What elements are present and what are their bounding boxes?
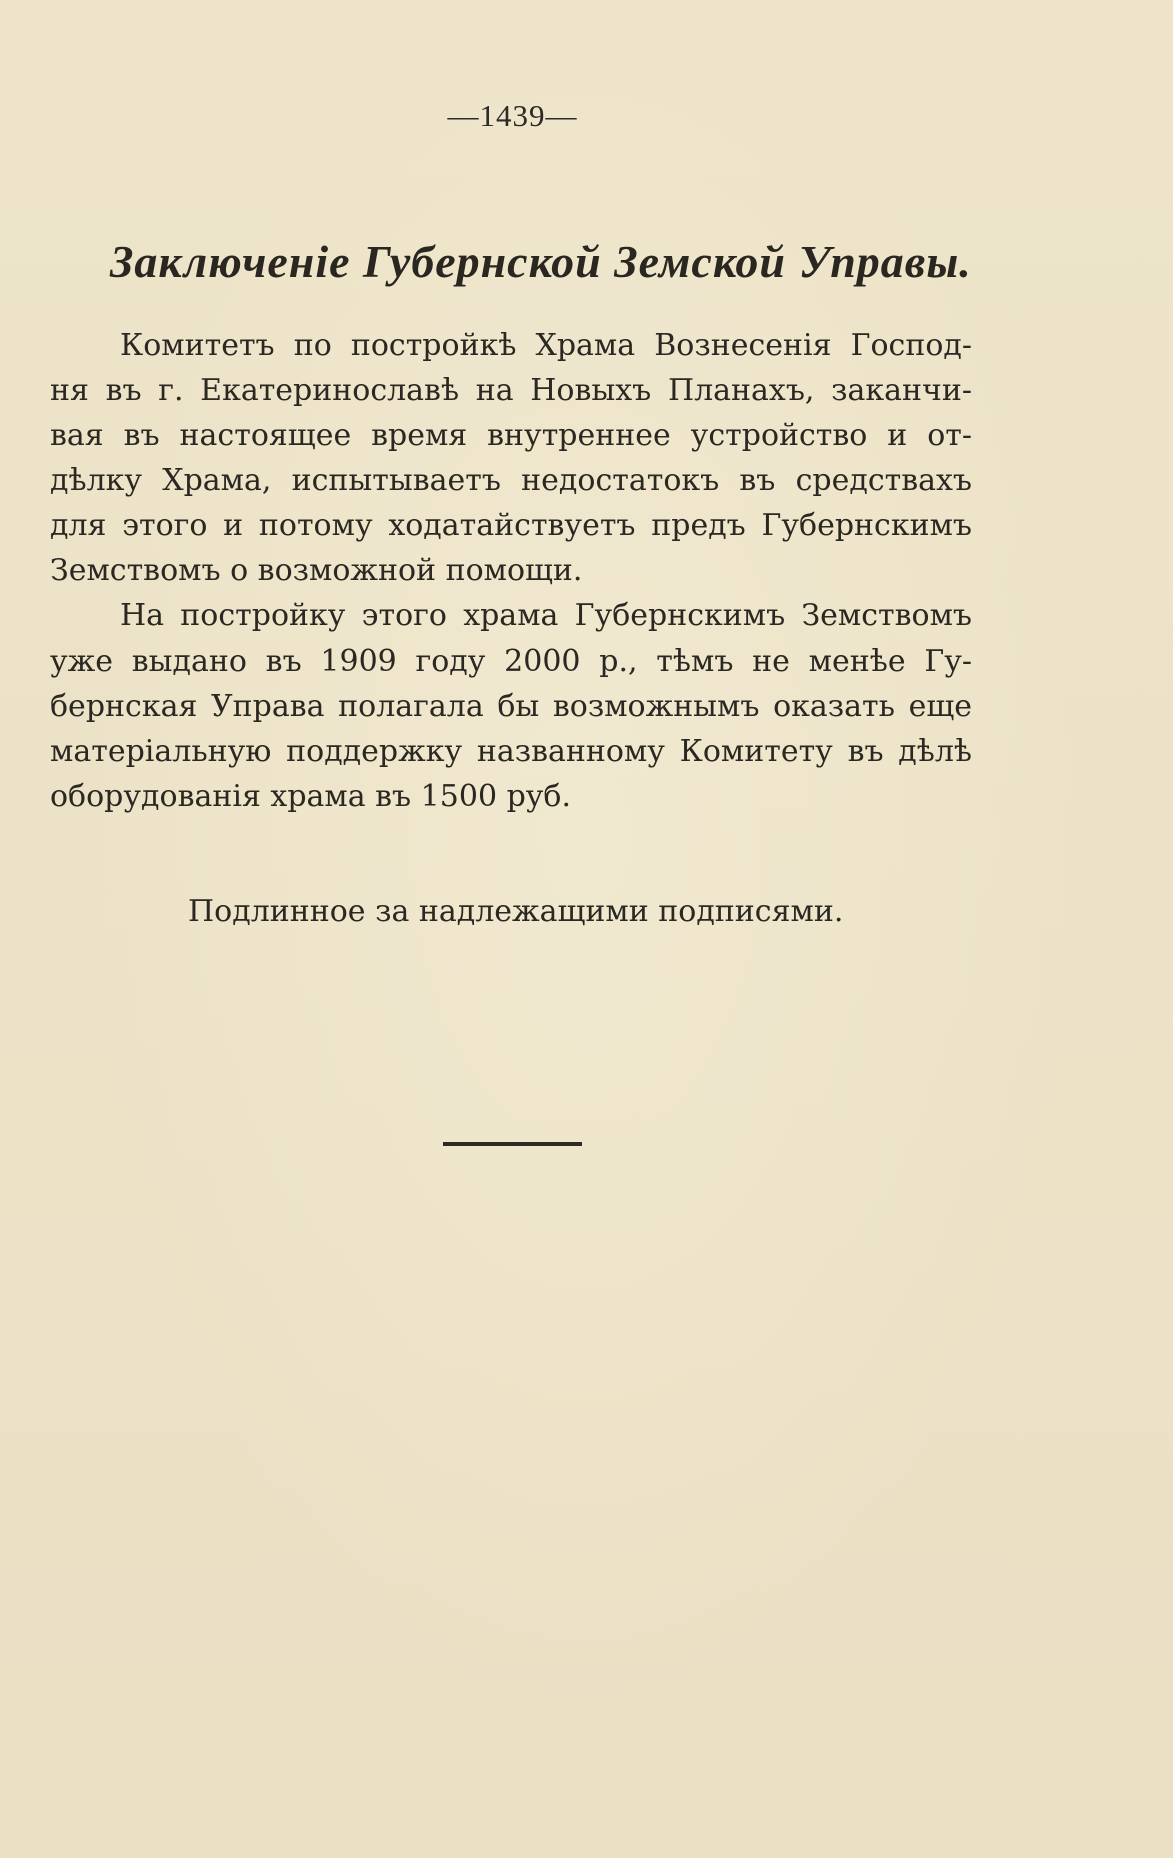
paragraph-line: для этого и потому ходатайствуетъ предъ Губернскимъ bbox=[50, 508, 972, 543]
paragraph-line: оборудованія храма въ 1500 руб. bbox=[50, 779, 572, 814]
paragraph-line: Земствомъ о возможной помощи. bbox=[50, 553, 583, 588]
page-number: —1439— bbox=[447, 98, 578, 133]
paragraph-line: На постройку этого храма Губернскимъ Земствомъ bbox=[120, 598, 972, 633]
section-heading: Заключеніе Губернской Земской Управы. bbox=[110, 236, 972, 287]
signature-note: Подлинное за надлежащими подписями. bbox=[188, 894, 844, 929]
paragraph-line: Комитетъ по постройкѣ Храма Вознесенія Господ- bbox=[120, 328, 972, 363]
paragraph-line: вая въ настоящее время внутреннее устройство и от- bbox=[50, 418, 972, 453]
horizontal-rule bbox=[443, 1142, 582, 1146]
paragraph-line: бернская Управа полагала бы возможнымъ оказать еще bbox=[50, 689, 972, 724]
paragraph-line: дѣлку Храма, испытываетъ недостатокъ въ средствахъ bbox=[50, 463, 972, 498]
paragraph-line: матеріальную поддержку названному Комитету въ дѣлѣ bbox=[50, 734, 972, 769]
paragraph-line: уже выдано въ 1909 году 2000 р., тѣмъ не менѣе Гу- bbox=[50, 644, 972, 679]
paragraph-line: ня въ г. Екатеринославѣ на Новыхъ Планахъ, заканчи- bbox=[50, 373, 972, 408]
